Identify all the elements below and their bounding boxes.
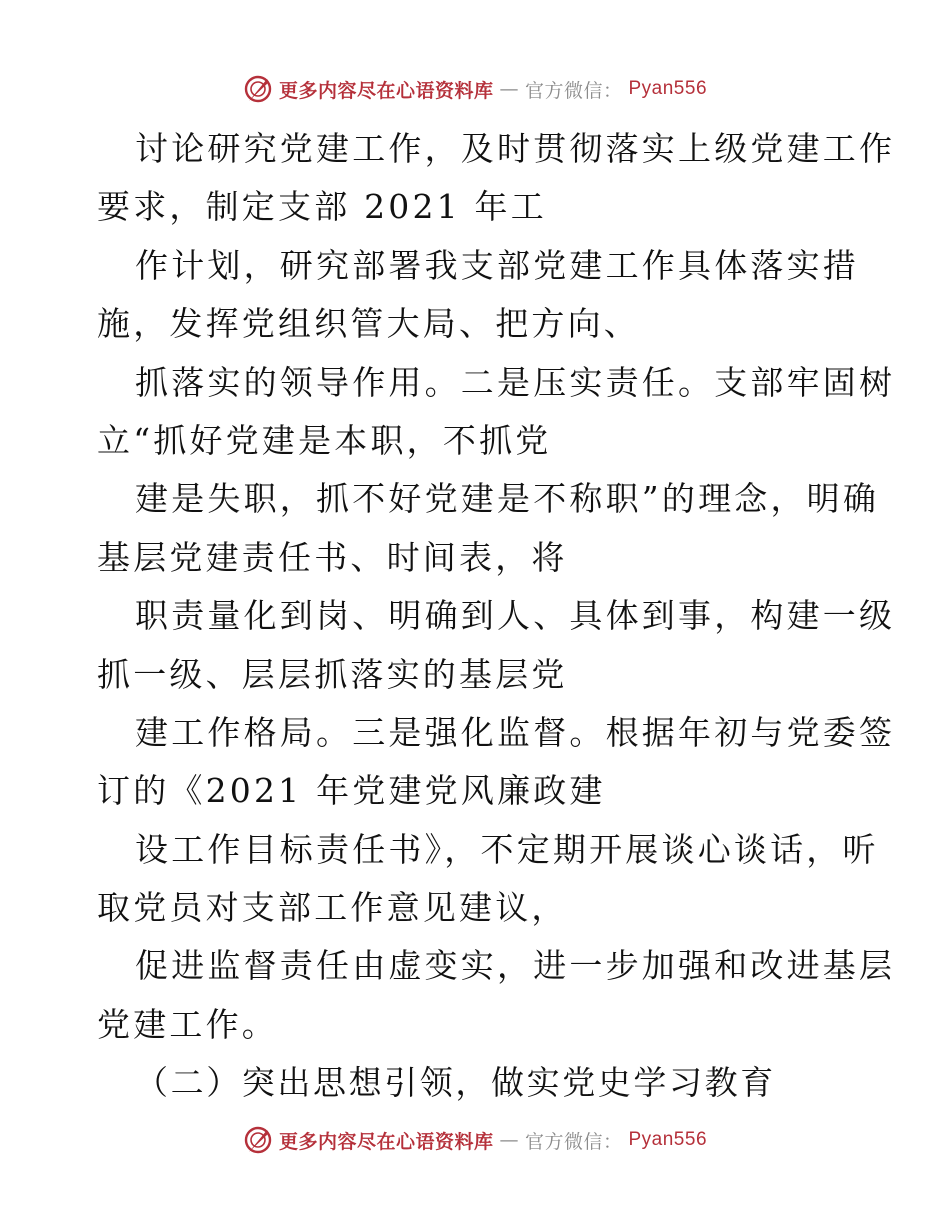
watermark-wechat-id: Pyan556 [628,78,708,99]
text-line: 取党员对支部工作意见建议， [97,888,568,928]
text-line: 抓落实的领导作用。二是压实责任。支部牢固树 [135,362,896,402]
text-line: 党建工作。 [97,1004,278,1044]
watermark-official-label: 官方微信： [524,79,623,102]
section-heading: （二）突出思想引领，做实党史学习教育 [135,1063,776,1103]
watermark-separator: — [499,1129,519,1151]
header-watermark [0,74,950,104]
text-line: 立“抓好党建是本职，不抓党 [97,420,552,460]
text-line: 要求，制定支部 2021 年工 [97,187,547,227]
text-line: 设工作目标责任书》，不定期开展谈心谈话，听 [135,829,879,869]
watermark-official-label: 官方微信： [524,1130,623,1153]
text-line: 基层党建责任书、时间表，将 [97,537,568,577]
text-line: 促进监督责任由虚变实，进一步加强和改进基层 [135,946,896,986]
text-line: 施，发挥党组织管大局、把方向、 [97,304,640,344]
quill-logo-icon [243,74,273,104]
watermark-wechat-id: Pyan556 [628,1129,708,1150]
footer-watermark [0,1125,950,1155]
text-line: 作计划，研究部署我支部党建工作具体落实措 [135,245,859,285]
text-line: 建工作格局。三是强化监督。根据年初与党委签 [135,712,896,752]
document-body [97,120,896,1113]
text-line: 抓一级、层层抓落实的基层党 [97,654,568,694]
watermark-site-text: 更多内容尽在心语资料库 [278,79,494,102]
watermark-separator: — [499,78,519,100]
text-line: 讨论研究党建工作，及时贯彻落实上级党建工作 [135,129,896,168]
text-line: 订的《2021 年党建党风廉政建 [97,771,606,811]
text-line: 建是失职，抓不好党建是不称职”的理念，明确 [135,479,880,519]
quill-logo-icon [243,1125,273,1155]
watermark-site-text: 更多内容尽在心语资料库 [278,1130,494,1153]
text-line: 职责量化到岗、明确到人、具体到事，构建一级 [135,596,896,636]
